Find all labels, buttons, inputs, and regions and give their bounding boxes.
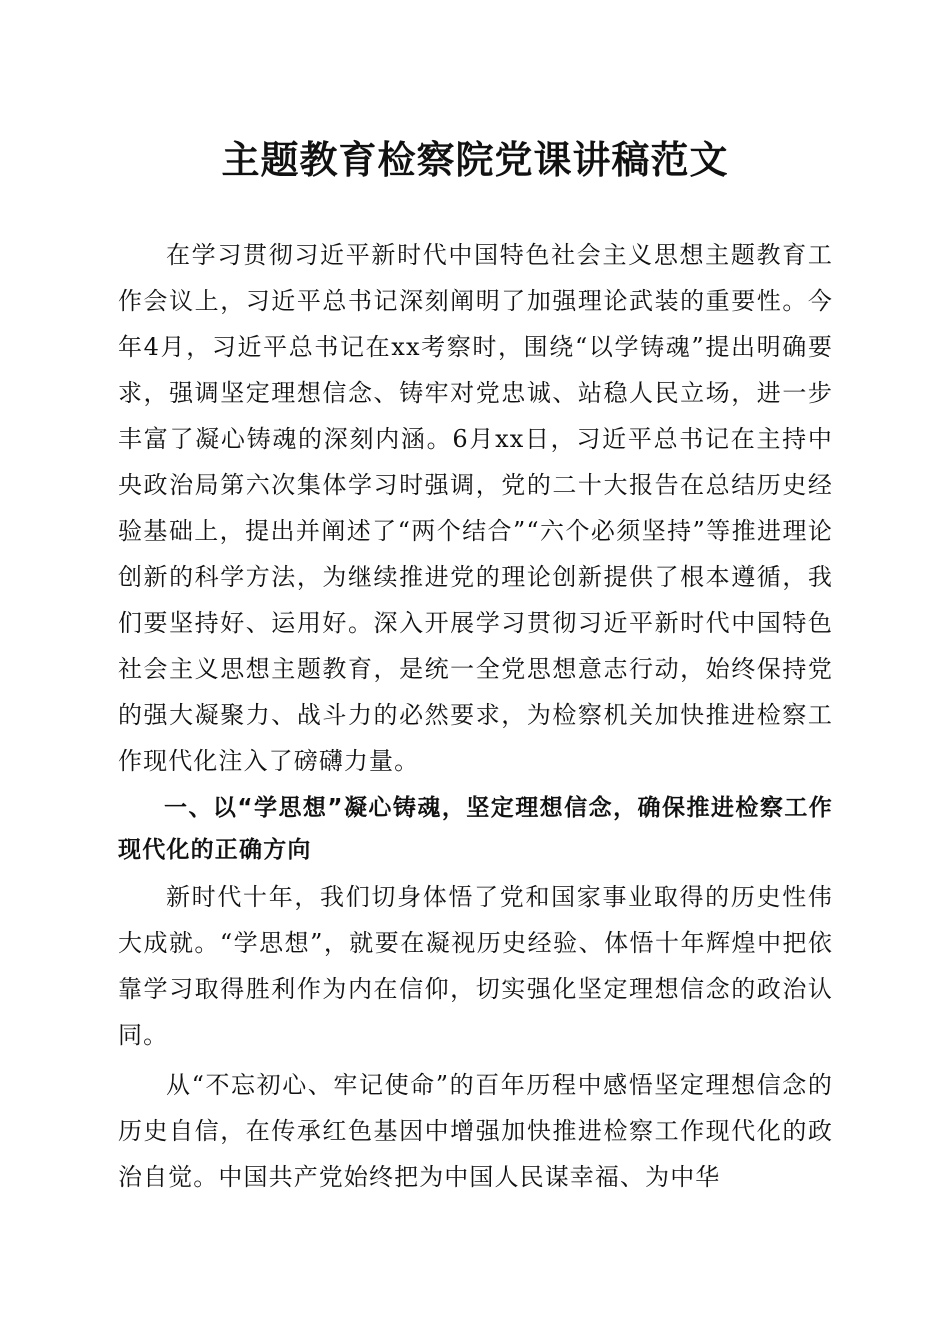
section-1-paragraph-1: 新时代十年，我们切身体悟了党和国家事业取得的历史性伟大成就。“学思想”，就要在凝视历史经验、体悟十年辉煌中把依靠学习取得胜利作为内在信仰，切实强化坚定理想信念的政治认同。 bbox=[118, 883, 833, 1049]
section-1-paragraph-2: 从“不忘初心、牢记使命”的百年历程中感悟坚定理想信念的历史自信，在传承红色基因中增强加快推进检察工作现代化的政治自觉。中国共产党始终把为中国人民谋幸福、为中华 bbox=[118, 1071, 833, 1191]
document-title: 主题教育检察院党课讲稿范文 bbox=[221, 137, 729, 182]
section-heading-1: 一、以“学思想”凝心铸魂，坚定理想信念，确保推进检察工作现代化的正确方向 bbox=[118, 795, 833, 863]
document-body bbox=[118, 232, 833, 1200]
intro-paragraph: 在学习贯彻习近平新时代中国特色社会主义思想主题教育工作会议上，习近平总书记深刻阐明了加强理论武装的重要性。今年4月，习近平总书记在xx考察时，围绕“以学铸魂”提出明确要求，强调坚定理想信念、铸牢对党忠诚、站稳人民立场，进一步丰富了凝心铸魂的深刻内涵。6月xx日，习近平总书记在主持中央政治局第六次集体学习时强调，党的二十大报告在总结历史经验基础上，提出并阐述了“两个结合”“六个必须坚持”等推进理论创新的科学方法，为继续推进党的理论创新提供了根本遵循，我们要坚持好、运用好。深入开展学习贯彻习近平新时代中国特色社会主义思想主题教育，是统一全党思想意志行动，始终保持党的强大凝聚力、战斗力的必然要求，为检察机关加快推进检察工作现代化注入了磅礴力量。 bbox=[118, 241, 833, 775]
